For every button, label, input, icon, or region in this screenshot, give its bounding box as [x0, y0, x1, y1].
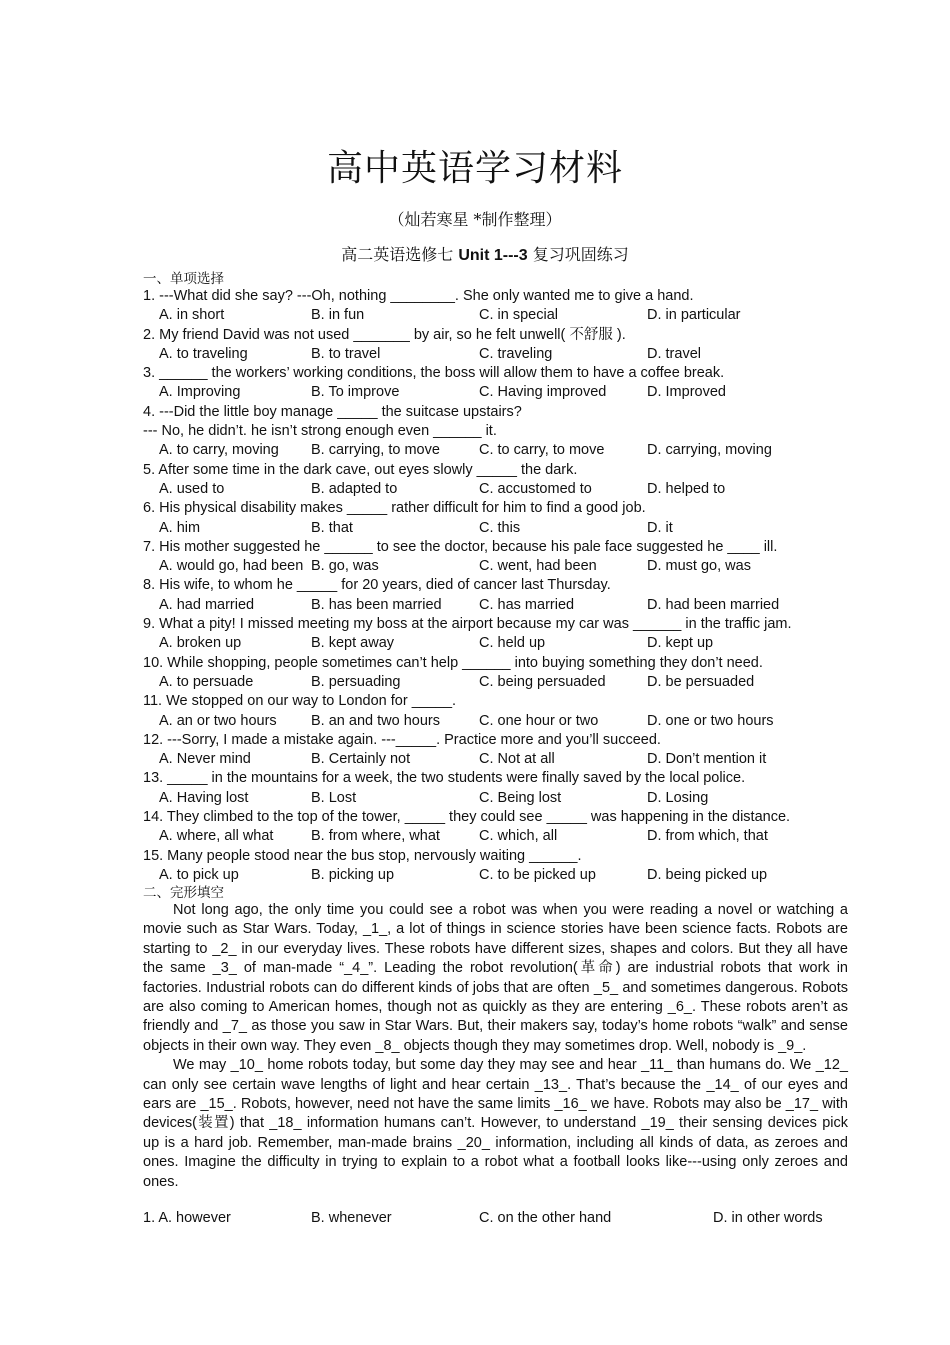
question-options [143, 596, 933, 615]
question-stem: 4. ---Did the little boy manage _____ the suitcase upstairs? [143, 403, 522, 420]
option-b: B. that [311, 519, 353, 536]
question-item [143, 461, 933, 500]
option-d: D. helped to [647, 480, 726, 497]
heading-post: 复习巩固练习 [527, 245, 629, 264]
option-b: B. picking up [311, 866, 395, 883]
option-c: C. has married [479, 596, 575, 613]
question-options [143, 306, 933, 325]
option-a: A. to persuade [159, 673, 254, 690]
question-stem: 12. ---Sorry, I made a mistake again. ---_____. Practice more and you’ll succeed. [143, 731, 661, 748]
option-b: B. Lost [311, 789, 357, 806]
option-b: B. persuading [311, 673, 401, 690]
passage-paragraph: Not long ago, the only time you could see a robot was when you were reading a novel or watching a movie such as Star Wars. Today, _1_, a lot of things in science stories have been science facts. Robots are starting to _2_ in our everyday lives. These robots have different sizes, shapes and colors. But they all have the same _3_ of man-made “_4_”. Leading the robot revolution(革命) are industrial robots that work in factories. Industrial robots can do different kinds of jobs that are often _5_ and sometimes dangerous. Robots are also coming to American homes, though not as quickly as they are entering _6_. These robots aren’t as friendly and _7_ as those you saw in Star Wars. But, their makers say, today’s home robots “walk” and sense objects in their own way. They even _8_ objects though they may sometimes drop. Well, nobody is _9_. [143, 902, 848, 1054]
question-stem: 3. ______ the workers’ working conditions, the boss will allow them to have a coffee break. [143, 365, 725, 382]
question-stem: --- No, he didn’t. he isn’t strong enough even ______ it. [143, 423, 497, 440]
option-a: A. where, all what [159, 828, 274, 845]
question-stem: 13. _____ in the mountains for a week, the two students were finally saved by the local police. [143, 770, 746, 787]
question-stem: 5. After some time in the dark cave, out eyes slowly _____ the dark. [143, 461, 578, 478]
question-options [143, 789, 933, 808]
option-c: C. Having improved [479, 384, 607, 401]
option-b: B. Certainly not [311, 751, 411, 768]
option-c: C. this [479, 519, 521, 536]
heading-unit: Unit 1---3 [458, 247, 528, 264]
option-c: C. one hour or two [479, 712, 599, 729]
question-item [143, 287, 933, 326]
question-stem: 6. His physical disability makes _____ rather difficult for him to find a good job. [143, 500, 646, 517]
question-item [143, 615, 933, 654]
question-stem: 7. His mother suggested he ______ to see the doctor, because his pale face suggested he ____ ill. [143, 538, 778, 555]
cloze-q1-option-a: 1. A. however [143, 1210, 231, 1226]
option-b: B. kept away [311, 635, 395, 652]
option-c: C. to carry, to move [479, 442, 605, 459]
option-c: C. which, all [479, 828, 558, 845]
option-d: D. must go, was [647, 558, 751, 575]
section-cloze-title: 二、完形填空 [143, 885, 224, 901]
document-title: 高中英语学习材料 [326, 148, 623, 189]
question-item [143, 403, 933, 461]
option-d: D. be persuaded [647, 673, 755, 690]
question-options [143, 345, 933, 364]
option-d: D. Improved [647, 384, 726, 401]
question-stem: 2. My friend David was not used _______ by air, so he felt unwell( 不舒服 ). [143, 326, 626, 343]
option-d: D. Don’t mention it [647, 751, 767, 768]
option-d: D. in particular [647, 307, 741, 324]
single-choice-questions [143, 287, 933, 885]
question-item [143, 499, 933, 538]
option-d: D. Losing [647, 789, 709, 806]
question-stem: 8. His wife, to whom he _____ for 20 years, died of cancer last Thursday. [143, 577, 611, 594]
option-d: D. one or two hours [647, 712, 774, 729]
option-c: C. held up [479, 635, 546, 652]
option-d: D. kept up [647, 635, 714, 652]
option-b: B. adapted to [311, 480, 398, 497]
option-c: C. Not at all [479, 751, 555, 768]
option-a: A. had married [159, 596, 255, 613]
option-a: A. would go, had been [159, 558, 304, 575]
question-item [143, 538, 933, 577]
option-b: B. To improve [311, 384, 400, 401]
question-item [143, 692, 933, 731]
option-c: C. went, had been [479, 558, 597, 575]
option-b: B. to travel [311, 345, 381, 362]
option-a: A. Improving [159, 384, 241, 401]
question-item [143, 769, 933, 808]
option-d: D. being picked up [647, 866, 768, 883]
option-b: B. from where, what [311, 828, 440, 845]
option-a: A. broken up [159, 635, 242, 652]
question-options [143, 480, 933, 499]
question-stem: 10. While shopping, people sometimes can’t help ______ into buying something they don’t need. [143, 654, 763, 671]
option-c: C. in special [479, 307, 558, 324]
cloze-passage [143, 901, 848, 1192]
option-b: B. an and two hours [311, 712, 440, 729]
document-subtitle: （灿若寒星 *制作整理） [388, 210, 562, 229]
question-options [143, 519, 933, 538]
option-a: A. to carry, moving [159, 442, 279, 459]
option-c: C. accustomed to [479, 480, 592, 497]
question-options [143, 866, 933, 885]
option-a: A. to pick up [159, 866, 239, 883]
option-d: D. travel [647, 345, 701, 362]
option-a: A. Never mind [159, 751, 251, 768]
option-b: B. go, was [311, 558, 379, 575]
option-b: B. in fun [311, 307, 365, 324]
question-item [143, 326, 933, 365]
option-d: D. had been married [647, 596, 780, 613]
question-item [143, 364, 933, 403]
option-b: B. carrying, to move [311, 442, 440, 459]
question-stem: 15. Many people stood near the bus stop, nervously waiting ______. [143, 847, 582, 864]
option-a: A. to traveling [159, 345, 248, 362]
cloze-question-1 [143, 1210, 943, 1229]
question-stem: 11. We stopped on our way to London for _____. [143, 693, 457, 710]
question-options [143, 383, 933, 402]
question-item [143, 847, 933, 886]
question-options [143, 712, 933, 731]
option-b: B. has been married [311, 596, 442, 613]
question-item [143, 731, 933, 770]
option-a: A. him [159, 519, 201, 536]
cloze-q1-option-d: D. in other words [713, 1210, 823, 1226]
question-stem: 9. What a pity! I missed meeting my boss at the airport because my car was ______ in the traffic jam. [143, 616, 792, 633]
question-options [143, 750, 933, 769]
question-item [143, 654, 933, 693]
section-single-choice-title: 一、单项选择 [143, 271, 224, 287]
option-c: C. traveling [479, 345, 553, 362]
question-stem: 14. They climbed to the top of the tower, _____ they could see _____ was happening in the distance. [143, 809, 791, 826]
question-options [143, 673, 933, 692]
question-options [143, 827, 933, 846]
option-c: C. being persuaded [479, 673, 606, 690]
question-item [143, 576, 933, 615]
question-options [143, 557, 933, 576]
option-a: A. an or two hours [159, 712, 277, 729]
cloze-q1-option-c: C. on the other hand [479, 1210, 612, 1226]
passage-paragraph: We may _10_ home robots today, but some day they may see and hear _11_ than humans do. We _12_ can only see certain wave lengths of light and hear certain _13_. That’s because the _14_ of our eyes and ears are _15_. Robots, however, need not have the same limits _16_ we have. Robots may also be _17_ with devices(装置) that _18_ information humans can’t. However, to understand _19_ their sensing devices pick up is a hard job. Remember, man-made brains _20_ information, including all kinds of data, as zeroes and ones. Imagine the difficulty in trying to explain to a robot what a football looks like---using only zeroes and ones. [143, 1057, 848, 1190]
question-stem: 1. ---What did she say? ---Oh, nothing ________. She only wanted me to give a hand. [143, 288, 694, 304]
option-a: A. in short [159, 307, 225, 324]
exercise-heading [0, 242, 950, 265]
question-options [143, 634, 933, 653]
question-item [143, 808, 933, 847]
option-d: D. it [647, 519, 673, 536]
option-a: A. used to [159, 480, 225, 497]
heading-pre: 高二英语选修七 [341, 245, 459, 264]
question-options [143, 441, 933, 460]
option-c: C. to be picked up [479, 866, 596, 883]
option-c: C. Being lost [479, 789, 562, 806]
option-d: D. from which, that [647, 828, 768, 845]
cloze-q1-option-b: B. whenever [311, 1210, 392, 1226]
option-a: A. Having lost [159, 789, 249, 806]
option-d: D. carrying, moving [647, 442, 772, 459]
